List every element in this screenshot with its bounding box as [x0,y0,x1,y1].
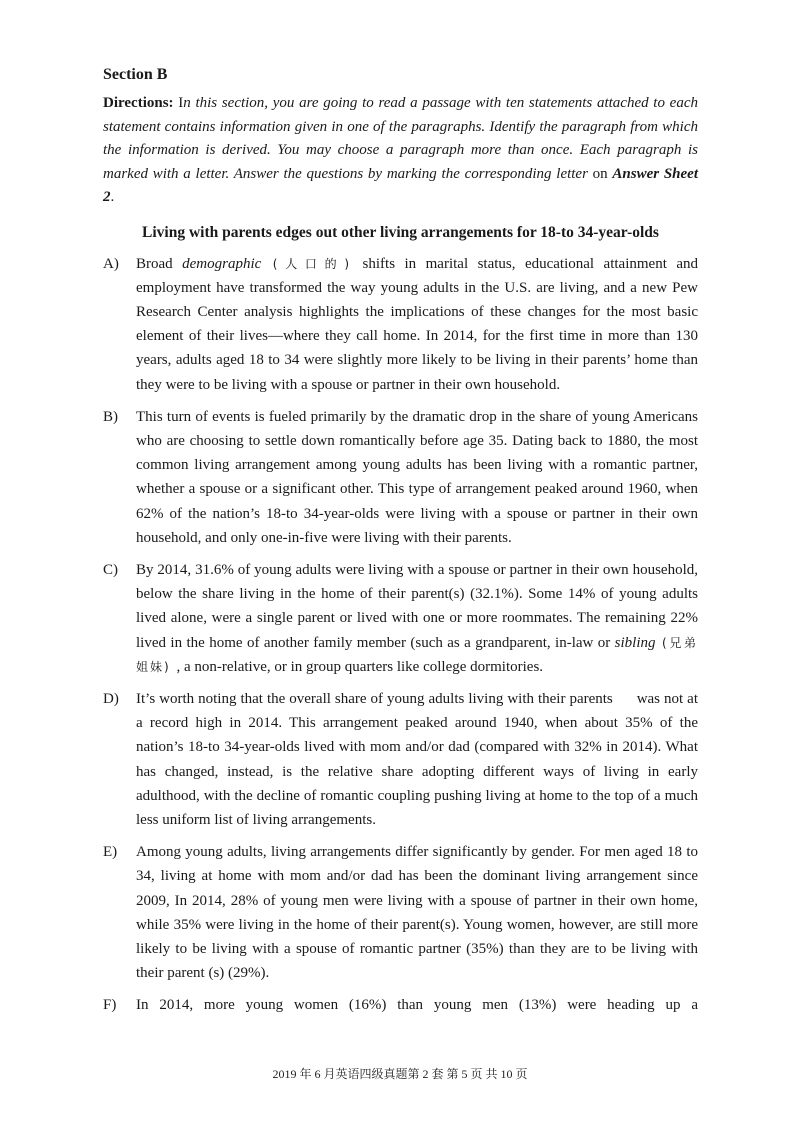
paragraph-label: C) [103,561,118,578]
text-run: By 2014, 31.6% of young adults were living with a spouse or partner in their own household, below the share living in the home of their parent(s) (32.1%). Some 14% of young adults lived alone, were a single parent or lived with one or more roommates. The remaining 22% lived in the home of another family member (such as a grandparent, in-law or [136,561,698,651]
directions-on: on [587,165,613,182]
passage-title: Living with parents edges out other living arrangements for 18-to 34-year-olds [142,223,659,241]
paragraph-label: A) [103,255,119,272]
paragraph-e [103,840,698,985]
paragraph-b [103,405,698,550]
directions-lead: Directions: [103,95,174,111]
paragraph-label: D) [103,690,119,707]
text-run: Broad [136,255,183,272]
page-footer: 2019 年 6 月英语四级真题第 2 套 第 5 页 共 10 页 [272,1067,528,1081]
section-title: Section B [103,66,168,83]
directions-end: . [110,189,115,205]
paragraph-a [103,252,698,397]
directions-text: n this section, you are going to read a passage with ten statements attached to each statement contains information given in one of the paragraphs. Identify the paragraph from which the information is derived. You may choose a paragraph more than once. Each paragraph is marked with a letter. Answer the questions by marking the corresponding letter [103,95,698,182]
paragraph-label: B) [103,408,118,425]
paragraph-c [103,558,698,679]
chinese-gloss: (人口的) [261,256,363,271]
vocab-term: demographic [182,255,262,272]
vocab-term: sibling [614,634,656,651]
text-run: shifts in marital status, educational attainment and employment have transformed the way young adults in the U.S. are living, and a new Pew Research Center analysis highlights the implications of these changes for the most basic element of their lives—where they call home. In 2014, for the first time in more than 130 years, adults aged 18 to 34 were slightly more likely to be living in their parents’ home than they were to be living with a spouse or partner in their own household. [136,255,698,393]
answer-sheet-ref: Answer Sheet 2 [103,165,698,205]
paragraph-text [136,252,698,397]
text-run: , a non-relative, or in group quarters like college dormitories. [176,658,544,675]
paragraph-text [136,558,698,679]
chinese-gloss: (兄弟姐妹) [136,635,698,674]
paragraph-d [103,687,702,832]
directions [103,92,698,210]
paragraph-text: It’s worth noting that the overall share of young adults living with their parents was not at a record high in 2014. This arrangement peaked around 1940, when about 35% of the nation’s 18-to 34-year-olds lived with mom and/or dad (compared with 32% in 2014). What has changed, instead, is the relative share adopting different ways of living in early adulthood, with the decline of romantic coupling pushing living at home to the top of a much less uniform list of living arrangements. [136,690,702,828]
paragraph-text: Among young adults, living arrangements differ significantly by gender. For men aged 18 to 34, living at home with mom and/or dad has been the dominant living arrangement since 2009, In 2014, 28% of young men were living with a spouse of partner in their own home, while 35% were living in the home of their parent(s). Young women, however, are still more likely to be living with a spouse of romantic partner (35%) than they are to be living with their parent (s) (29%). [136,844,698,982]
paragraph-text: This turn of events is fueled primarily by the dramatic drop in the share of young Americans who are choosing to settle down romantically before age 35. Dating back to 1880, the most common living arrangement among young adults has been living with a romantic partner, whether a spouse or a significant other. This type of arrangement peaked around 1960, when 62% of the nation’s 18-to 34-year-olds were living with a spouse or partner in their own household, and only one-in-five were living with their parents. [136,408,698,546]
directions-first-char: I [173,95,184,111]
paragraph-f [103,993,698,1017]
paragraph-label: E) [103,844,118,861]
paragraph-text: In 2014, more young women (16%) than young men (13%) were heading up a [136,997,698,1014]
exam-page [103,64,702,1026]
paragraph-label: F) [103,997,117,1014]
